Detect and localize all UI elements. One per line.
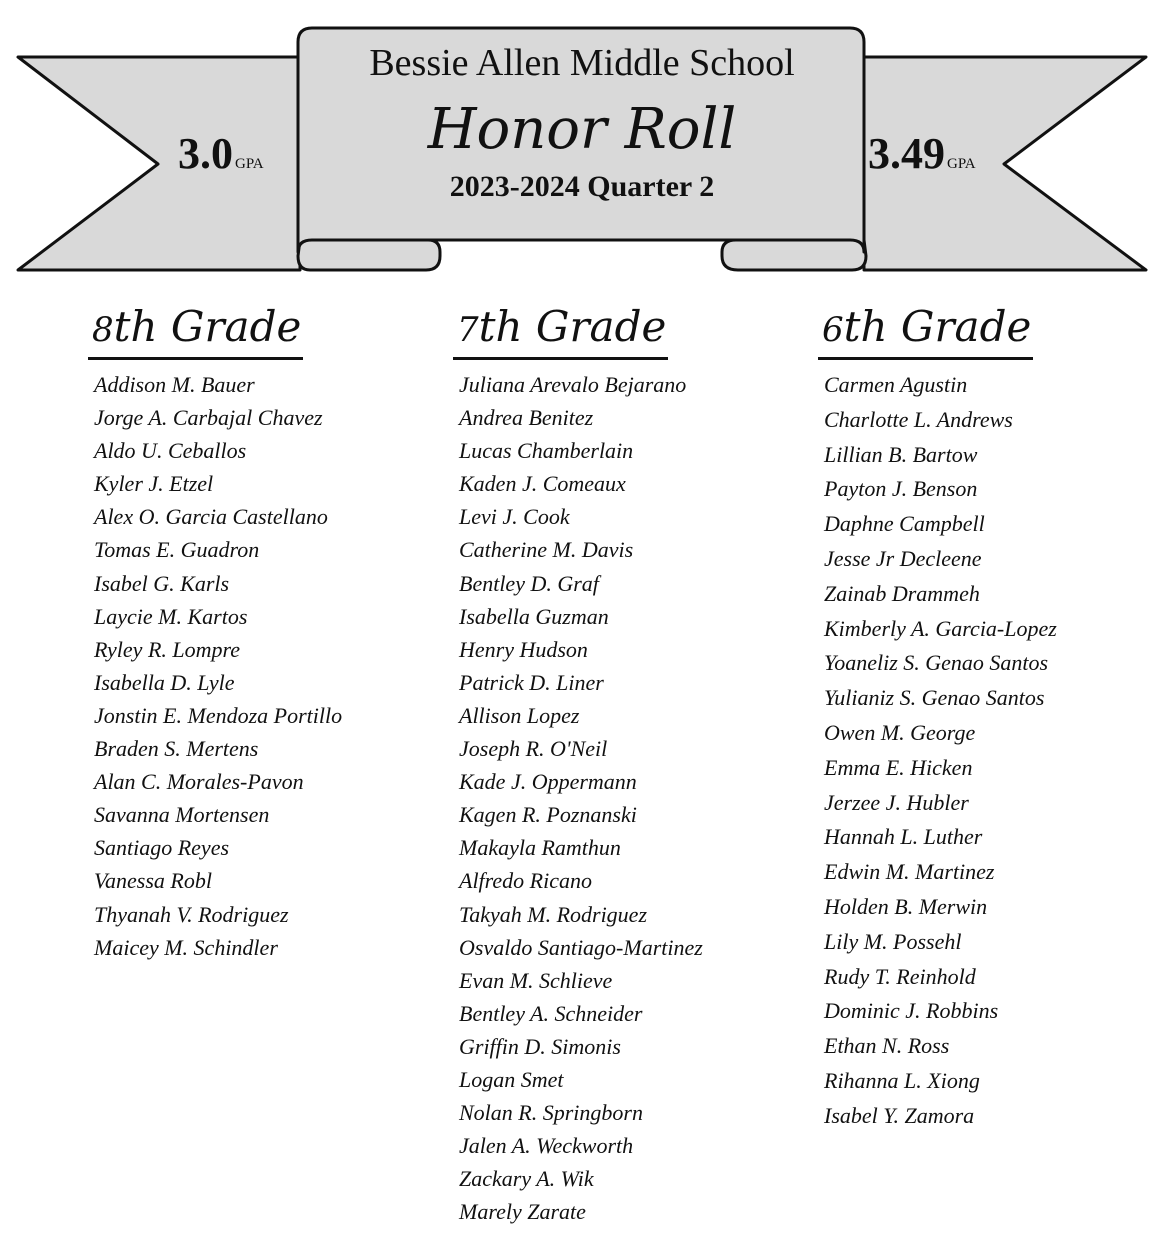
gpa-maximum-unit: GPA [947, 156, 976, 172]
student-name: Nolan R. Springborn [459, 1100, 643, 1126]
student-name: Hannah L. Luther [824, 824, 983, 850]
student-name: Bentley A. Schneider [459, 1000, 643, 1026]
grade-8-column [88, 300, 342, 964]
gpa-maximum-value: 3.49 [868, 129, 945, 178]
student-name: Andrea Benitez [459, 405, 594, 431]
term-label: 2023-2024 Quarter 2 [449, 170, 715, 203]
honor-roll-title: Honor Roll [427, 97, 737, 162]
student-name: Vanessa Robl [94, 868, 212, 894]
student-name: Laycie M. Kartos [94, 603, 248, 629]
student-name: Jerzee J. Hubler [824, 789, 969, 815]
student-name: Jorge A. Carbajal Chavez [94, 405, 323, 431]
student-name: Holden B. Merwin [824, 893, 988, 919]
student-name: Allison Lopez [459, 702, 580, 728]
student-name: Levi J. Cook [459, 504, 570, 530]
student-name: Osvaldo Santiago-Martinez [459, 934, 703, 960]
student-name: Ryley R. Lompre [94, 636, 241, 662]
student-name: Addison M. Bauer [94, 372, 255, 397]
gpa-minimum-value: 3.0 [178, 129, 233, 178]
gpa-maximum [868, 128, 976, 179]
student-name: Lucas Chamberlain [459, 438, 634, 464]
ribbon-left-fold [298, 240, 440, 270]
grade-8-heading [88, 300, 303, 360]
student-name: Alfredo Ricano [459, 868, 592, 894]
student-name: Kade J. Oppermann [459, 769, 637, 795]
grade-6-name-list [818, 368, 1057, 1134]
grade-6-number: 6 [822, 310, 844, 350]
student-name: Takyah M. Rodriguez [459, 901, 648, 927]
student-name: Jonstin E. Mendoza Portillo [94, 702, 343, 728]
student-name: Emma E. Hicken [824, 754, 973, 780]
grade-7-number: 7 [457, 310, 479, 350]
student-name: Griffin D. Simonis [459, 1033, 621, 1059]
grade-7-name-list [453, 368, 703, 1228]
grade-6-column [818, 300, 1057, 1134]
student-name: Carmen Agustin [824, 372, 968, 397]
student-name: Bentley D. Graf [459, 570, 599, 596]
student-name: Ethan N. Ross [824, 1033, 950, 1059]
student-name: Joseph R. O'Neil [459, 736, 608, 762]
student-name: Edwin M. Martinez [824, 859, 995, 885]
student-name: Zackary A. Wik [459, 1166, 594, 1192]
student-name: Daphne Campbell [824, 511, 985, 537]
student-name: Marely Zarate [459, 1199, 586, 1225]
grade-7-column [453, 300, 703, 1228]
student-name: Zainab Drammeh [824, 580, 980, 606]
student-name: Henry Hudson [459, 636, 588, 662]
student-name: Kagen R. Poznanski [459, 802, 637, 828]
student-name: Evan M. Schlieve [459, 967, 613, 993]
student-name: Aldo U. Ceballos [94, 438, 247, 464]
student-name: Thyanah V. Rodriguez [94, 901, 289, 927]
grade-7-heading [453, 300, 668, 360]
school-name: Bessie Allen Middle School [369, 42, 795, 84]
student-name: Isabel G. Karls [94, 570, 230, 596]
student-name: Kimberly A. Garcia-Lopez [824, 615, 1057, 641]
student-name: Isabella D. Lyle [94, 669, 235, 695]
student-name: Tomas E. Guadron [94, 537, 260, 563]
student-name: Braden S. Mertens [94, 736, 259, 762]
student-name: Yulianiz S. Genao Santos [824, 685, 1045, 711]
student-name: Juliana Arevalo Bejarano [459, 372, 687, 397]
grade-7-suffix: th Grade [478, 302, 667, 351]
student-name: Isabella Guzman [459, 603, 609, 629]
student-name: Catherine M. Davis [459, 537, 634, 563]
grade-8-name-list [88, 368, 342, 964]
student-name: Owen M. George [824, 719, 976, 745]
ribbon-right-fold [722, 240, 866, 270]
student-name: Lily M. Possehl [824, 928, 962, 954]
student-name: Payton J. Benson [824, 476, 978, 502]
student-name: Isabel Y. Zamora [824, 1102, 975, 1128]
student-name: Dominic J. Robbins [824, 998, 999, 1024]
student-name: Kaden J. Comeaux [459, 471, 626, 497]
student-name: Yoaneliz S. Genao Santos [824, 650, 1049, 676]
gpa-minimum [178, 128, 264, 179]
grade-8-suffix: th Grade [113, 302, 302, 351]
student-name: Alex O. Garcia Castellano [94, 504, 328, 530]
student-name: Jalen A. Weckworth [459, 1133, 634, 1159]
student-name: Charlotte L. Andrews [824, 406, 1013, 432]
grade-8-number: 8 [92, 310, 114, 350]
student-name: Santiago Reyes [94, 835, 230, 861]
student-name: Jesse Jr Decleene [824, 545, 982, 571]
student-name: Logan Smet [459, 1066, 564, 1092]
student-name: Rihanna L. Xiong [824, 1067, 980, 1093]
student-name: Kyler J. Etzel [94, 471, 214, 497]
grade-6-heading [818, 300, 1033, 360]
student-name: Alan C. Morales-Pavon [94, 769, 304, 795]
student-name: Maicey M. Schindler [94, 934, 278, 960]
student-name: Patrick D. Liner [459, 669, 604, 695]
student-name: Makayla Ramthun [459, 835, 621, 861]
grade-6-suffix: th Grade [843, 302, 1032, 351]
student-name: Lillian B. Bartow [824, 441, 978, 467]
student-name: Savanna Mortensen [94, 802, 270, 828]
student-name: Rudy T. Reinhold [824, 963, 976, 989]
gpa-minimum-unit: GPA [235, 156, 264, 172]
